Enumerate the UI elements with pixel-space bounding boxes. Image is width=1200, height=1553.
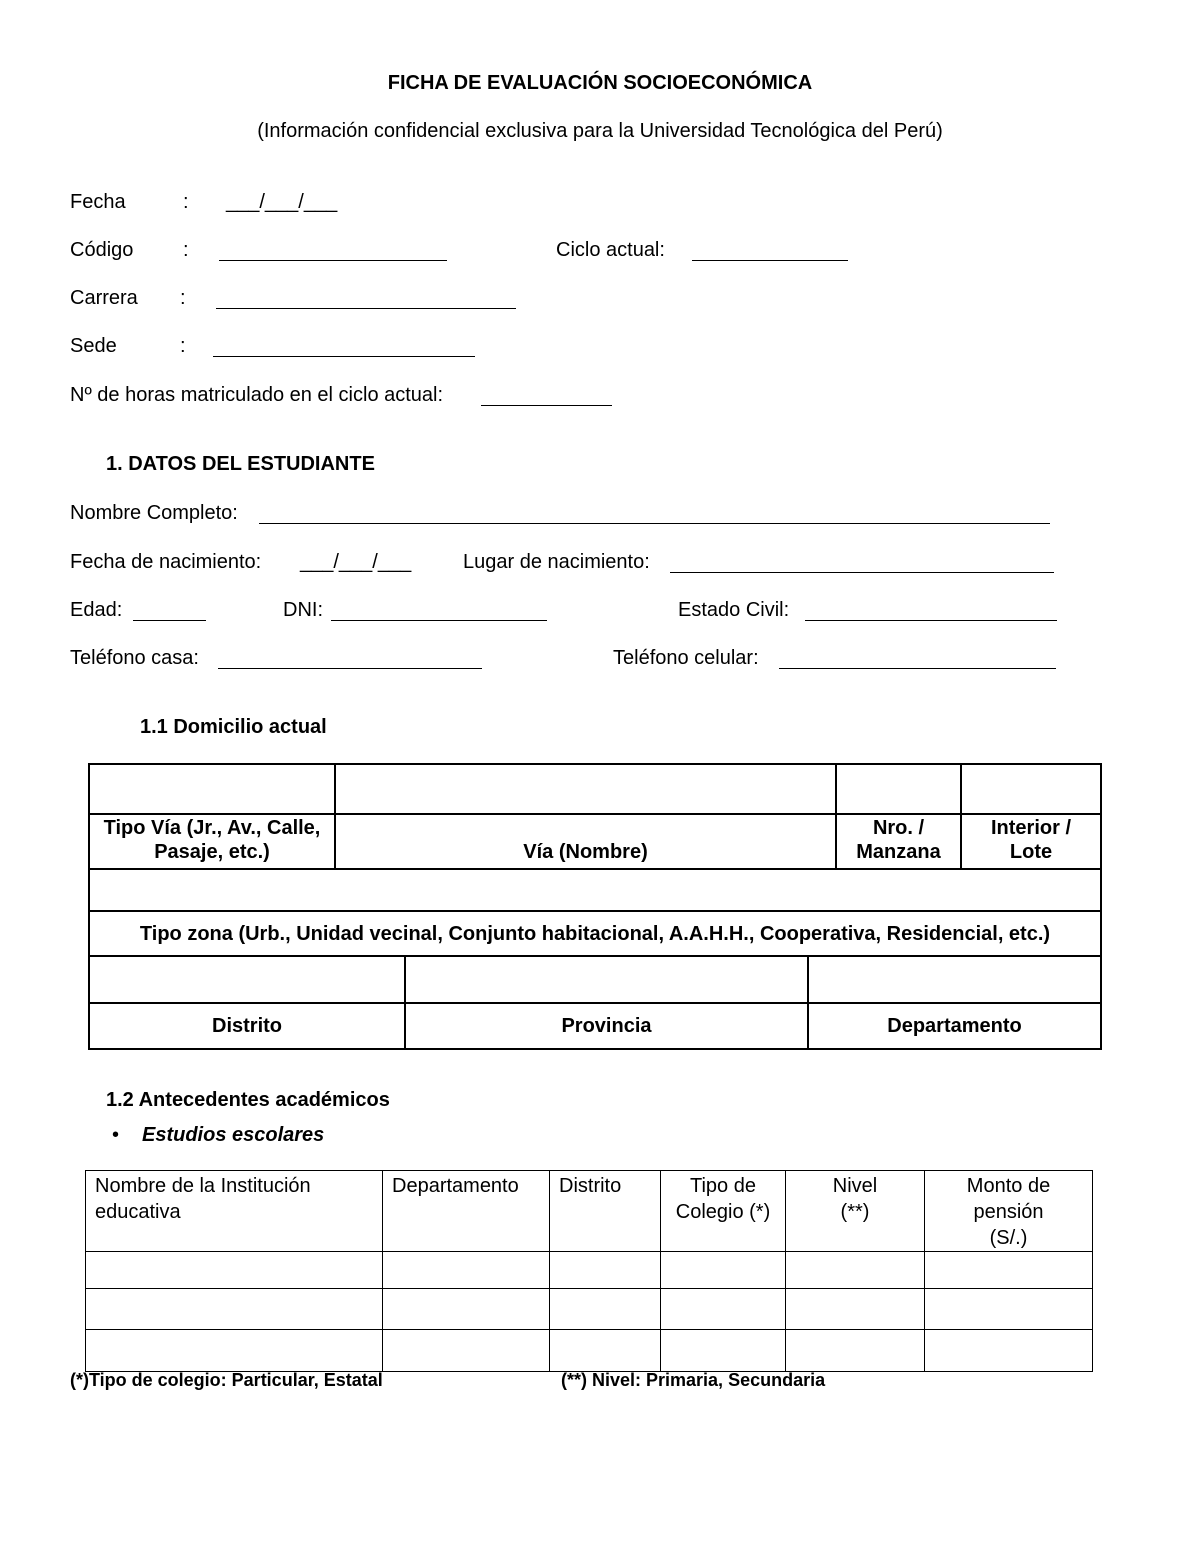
distrito-input-cell[interactable] [89,956,405,1003]
table-cell[interactable] [661,1252,786,1289]
telefono-casa-label: Teléfono casa: [70,647,199,669]
table-cell[interactable] [383,1330,550,1372]
domicilio-heading: 1.1 Domicilio actual [140,716,327,738]
provincia-header: Provincia [405,1003,808,1049]
table-cell[interactable] [661,1289,786,1330]
table-cell[interactable] [550,1330,661,1372]
telefono-celular-label: Teléfono celular: [613,647,759,669]
fecha-label: Fecha [70,191,126,213]
nombre-completo-label: Nombre Completo: [70,502,238,524]
tipo-zona-input-cell[interactable] [89,869,1101,911]
section-1-heading: 1. DATOS DEL ESTUDIANTE [106,453,375,475]
horas-field[interactable] [481,405,612,406]
table-row [86,1252,1093,1289]
interior-lote-input-cell[interactable] [961,764,1101,814]
table-cell[interactable] [786,1289,925,1330]
table-cell[interactable] [550,1289,661,1330]
dni-label: DNI: [283,599,323,621]
table-row [86,1289,1093,1330]
ciclo-actual-field[interactable] [692,260,848,261]
footnote-tipo-colegio: (*)Tipo de colegio: Particular, Estatal [70,1370,383,1390]
antecedentes-heading: 1.2 Antecedentes académicos [106,1089,390,1111]
nombre-completo-field[interactable] [259,523,1050,524]
table-cell[interactable] [86,1330,383,1372]
footnote-nivel: (**) Nivel: Primaria, Secundaria [561,1370,826,1390]
lugar-nacimiento-field[interactable] [670,572,1054,573]
table-cell[interactable] [925,1330,1093,1372]
table-row [86,1330,1093,1372]
nro-manzana-header: Nro. / Manzana [836,814,961,869]
codigo-label: Código [70,239,134,261]
bullet-icon: • [112,1124,120,1146]
col-monto-pension: Monto de pensión (S/.) [925,1171,1093,1252]
table-cell[interactable] [786,1330,925,1372]
fecha-nacimiento-field[interactable]: ___/___/___ [300,551,412,573]
edad-label: Edad: [70,599,123,621]
fecha-colon: : [183,191,189,213]
carrera-label: Carrera [70,287,138,309]
fecha-nacimiento-label: Fecha de nacimiento: [70,551,262,573]
carrera-colon: : [180,287,186,309]
estudios-table [85,1170,1093,1372]
codigo-colon: : [183,239,189,261]
departamento-input-cell[interactable] [808,956,1101,1003]
table-cell[interactable] [925,1252,1093,1289]
domicilio-table [88,763,1102,957]
table-cell[interactable] [86,1289,383,1330]
via-nombre-header: Vía (Nombre) [335,814,836,869]
table-cell[interactable] [550,1252,661,1289]
estado-civil-field[interactable] [805,620,1057,621]
dni-field[interactable] [331,620,547,621]
provincia-input-cell[interactable] [405,956,808,1003]
page-subtitle: (Información confidencial exclusiva para la Universidad Tecnológica del Perú) [257,120,943,142]
sede-field[interactable] [213,356,475,357]
nro-manzana-input-cell[interactable] [836,764,961,814]
page-title: FICHA DE EVALUACIÓN SOCIOECONÓMICA [387,72,813,94]
fecha-field[interactable]: ___/___/___ [226,191,338,213]
ciclo-actual-label: Ciclo actual: [556,239,665,261]
col-nivel: Nivel (**) [786,1171,925,1252]
table-cell[interactable] [661,1330,786,1372]
lugar-nacimiento-label: Lugar de nacimiento: [463,551,650,573]
telefono-celular-field[interactable] [779,668,1056,669]
edad-field[interactable] [133,620,206,621]
telefono-casa-field[interactable] [218,668,482,669]
estado-civil-label: Estado Civil: [678,599,790,621]
tipo-via-input-cell[interactable] [89,764,335,814]
col-tipo-colegio: Tipo de Colegio (*) [661,1171,786,1252]
sede-colon: : [180,335,186,357]
ubicacion-table [88,955,1102,1050]
table-cell[interactable] [383,1289,550,1330]
table-cell[interactable] [383,1252,550,1289]
table-cell[interactable] [786,1252,925,1289]
codigo-field[interactable] [219,260,447,261]
departamento-header: Departamento [808,1003,1101,1049]
estudios-escolares-heading: Estudios escolares [142,1124,325,1146]
tipo-zona-header: Tipo zona (Urb., Unidad vecinal, Conjunto habitacional, A.A.H.H., Cooperativa, Residencial, etc.) [89,911,1101,956]
col-nombre-institucion: Nombre de la Institución educativa [86,1171,383,1252]
horas-label: Nº de horas matriculado en el ciclo actual: [70,384,444,406]
col-departamento: Departamento [383,1171,550,1252]
sede-label: Sede [70,335,117,357]
tipo-via-header: Tipo Vía (Jr., Av., Calle, Pasaje, etc.) [89,814,335,869]
carrera-field[interactable] [216,308,516,309]
table-cell[interactable] [86,1252,383,1289]
table-cell[interactable] [925,1289,1093,1330]
via-nombre-input-cell[interactable] [335,764,836,814]
interior-lote-header: Interior / Lote [961,814,1101,869]
distrito-header: Distrito [89,1003,405,1049]
col-distrito: Distrito [550,1171,661,1252]
